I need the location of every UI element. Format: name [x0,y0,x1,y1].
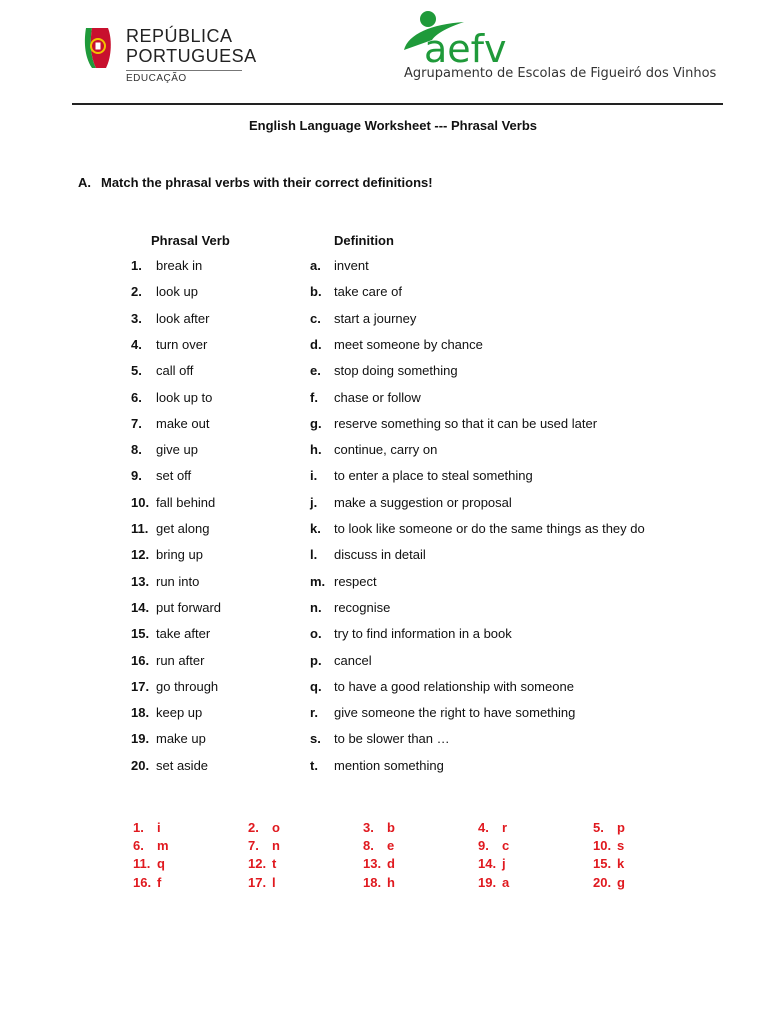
answer-letter: m [157,838,169,854]
phrasal-verb: look up to [156,389,213,405]
verb-number: 7. [131,415,142,431]
answer-item [363,856,395,871]
table-row [0,653,768,673]
answer-item [248,838,280,853]
phrasal-verb: turn over [156,336,208,352]
answer-letter: g [617,874,625,890]
definition-letter: e. [310,363,321,379]
definition-text: make a suggestion or proposal [334,494,512,510]
table-row [0,416,768,436]
verb-number: 5. [131,363,142,379]
table-row [0,731,768,751]
table-row [0,521,768,541]
answer-number: 14. [478,856,497,872]
answer-item [478,838,509,853]
answer-number: 7. [248,838,259,854]
answer-letter: p [617,820,625,835]
answer-number: 15. [593,856,612,872]
verb-number: 15. [131,626,150,642]
definition-letter: m. [310,573,326,589]
answer-letter: r [502,820,508,835]
phrasal-verb: make out [156,415,210,431]
verb-number: 17. [131,678,150,694]
verb-number: 2. [131,284,142,300]
table-row [0,758,768,778]
logo-text-line2: PORTUGUESA [126,46,257,66]
section-instruction: Match the phrasal verbs with their correct definitions! [101,175,433,190]
answer-item [248,875,276,890]
definition-letter: g. [310,415,322,431]
phrasal-verb: break in [156,258,203,273]
answer-number: 4. [478,820,489,835]
phrasal-verb: bring up [156,547,203,563]
definition-text: to be slower than … [334,731,450,747]
answer-item [593,856,624,871]
definition-letter: a. [310,258,321,273]
logo-subtext: EDUCAÇÃO [126,73,187,84]
answer-letter: b [387,820,395,835]
answer-letter: d [387,856,395,872]
portuguese-flag-emblem-icon [82,26,118,70]
phrasal-verb: fall behind [156,494,216,510]
answer-number: 6. [133,838,144,854]
phrasal-verb: get along [156,521,210,536]
answer-number: 1. [133,820,144,835]
answer-number: 5. [593,820,604,835]
answer-letter: i [157,820,161,835]
table-row [0,442,768,462]
definition-letter: h. [310,442,322,458]
verb-number: 4. [131,336,142,352]
definition-letter: f. [310,389,318,405]
table-row [0,600,768,620]
table-row [0,337,768,357]
phrasal-verb: give up [156,442,198,458]
answer-letter: j [502,856,506,872]
answer-letter: a [502,874,510,890]
definition-letter: l. [310,547,318,563]
verb-number: 6. [131,389,142,405]
definition-text: cancel [334,652,372,668]
answer-number: 3. [363,820,374,835]
definition-letter: q. [310,678,322,694]
table-row [0,574,768,594]
verb-number: 10. [131,494,150,510]
definition-text: chase or follow [334,389,421,405]
definition-text: meet someone by chance [334,336,483,352]
page-header [0,0,768,110]
answer-number: 2. [248,820,259,835]
section-a-heading [78,175,433,190]
answer-number: 8. [363,838,374,854]
phrasal-verb: go through [156,678,219,694]
answer-number: 20. [593,874,612,890]
answer-letter: n [272,838,280,854]
verb-number: 11. [131,521,149,536]
republica-portuguesa-logo [82,26,257,86]
answer-letter: f [157,874,162,890]
answer-item [363,875,395,890]
phrasal-verb: set off [156,468,192,484]
answer-item [478,820,507,835]
answer-letter: o [272,820,280,835]
definition-text: invent [334,258,369,273]
answer-letter: t [272,856,277,872]
definition-text: to enter a place to steal something [334,468,533,484]
aefv-logo [402,10,717,90]
answer-letter: e [387,838,395,854]
answer-item [133,820,161,835]
table-row [0,311,768,331]
header-divider [72,103,723,105]
answer-number: 16. [133,874,152,890]
definition-letter: j. [310,494,318,510]
logo-text-line1: REPÚBLICA [126,26,233,46]
phrasal-verb: call off [156,363,194,379]
answer-item [133,838,169,853]
answer-item [478,875,509,890]
answer-number: 17. [248,874,267,890]
definition-text: respect [334,573,377,589]
answer-item [133,875,161,890]
definition-text: discuss in detail [334,547,426,563]
definition-text: stop doing something [334,363,458,379]
logo-divider [126,70,242,71]
aefv-name-text: aefv [424,27,507,66]
definition-letter: i. [310,468,318,484]
answer-number: 12. [248,856,267,872]
definition-letter: p. [310,652,322,668]
verb-number: 20. [131,757,150,773]
table-row [0,390,768,410]
answer-number: 18. [363,874,382,890]
answer-item [593,875,625,890]
definition-text: start a journey [334,310,417,326]
verb-number: 19. [131,731,150,747]
phrasal-verb: put forward [156,599,222,615]
definition-letter: k. [310,521,321,536]
answer-item [593,820,625,835]
definition-letter: o. [310,626,322,642]
table-row [0,468,768,488]
definition-text: take care of [334,284,402,300]
definition-text: give someone the right to have something [334,705,576,721]
answer-item [133,856,165,871]
answer-item [363,820,395,835]
table-row [0,363,768,383]
phrasal-verb: run into [156,573,200,589]
verb-number: 8. [131,442,142,458]
answer-letter: k [617,856,625,872]
answer-number: 13. [363,856,382,872]
table-row [0,284,768,304]
definition-text: try to find information in a book [334,626,512,642]
table-row [0,495,768,515]
answer-letter: s [617,838,625,854]
definition-text: reserve something so that it can be used later [334,415,598,431]
phrasal-verb: look after [156,310,210,326]
table-row [0,258,768,278]
answer-item [363,838,394,853]
answer-item [593,838,624,853]
definition-text: to have a good relationship with someone [334,678,574,694]
phrasal-verb: make up [156,731,206,747]
verb-number: 13. [131,573,150,589]
table-row [0,626,768,646]
answer-item [248,856,276,871]
phrasal-verb: run after [156,652,205,668]
definition-text: recognise [334,599,391,615]
verb-number: 3. [131,310,142,326]
answer-number: 10. [593,838,612,854]
verb-column-header: Phrasal Verb [151,233,230,248]
definition-letter: r. [310,705,318,721]
answer-number: 11. [133,856,151,872]
answer-letter: h [387,874,395,890]
phrasal-verb: take after [156,626,211,642]
verb-number: 9. [131,468,142,484]
table-row [0,705,768,725]
definition-letter: d. [310,336,322,352]
worksheet-title: English Language Worksheet --- Phrasal Verbs [249,118,537,133]
section-letter: A. [78,175,91,190]
definition-text: to look like someone or do the same things as they do [334,521,645,536]
verb-number: 1. [131,258,142,273]
phrasal-verb: keep up [156,705,203,721]
phrasal-verb: set aside [156,757,209,773]
definition-column-header: Definition [334,233,394,248]
verb-number: 18. [131,705,150,721]
answer-letter: l [272,874,276,890]
answer-letter: q [157,856,165,872]
definition-letter: t. [310,757,318,773]
phrasal-verb: look up [156,284,198,300]
answer-number: 9. [478,838,489,854]
verb-number: 16. [131,652,150,668]
aefv-subtitle: Agrupamento de Escolas de Figueiró dos Vinhos [404,66,717,81]
answer-item [478,856,506,871]
table-row [0,547,768,567]
definition-letter: n. [310,599,322,615]
verb-number: 12. [131,547,150,563]
definition-letter: s. [310,731,321,747]
answer-number: 19. [478,874,497,890]
aefv-wordmark-icon [402,10,542,66]
verb-number: 14. [131,599,150,615]
definition-text: continue, carry on [334,442,438,458]
answer-letter: c [502,838,510,854]
definition-text: mention something [334,757,444,773]
answer-item [248,820,280,835]
table-row [0,679,768,699]
definition-letter: c. [310,310,321,326]
definition-letter: b. [310,284,322,300]
